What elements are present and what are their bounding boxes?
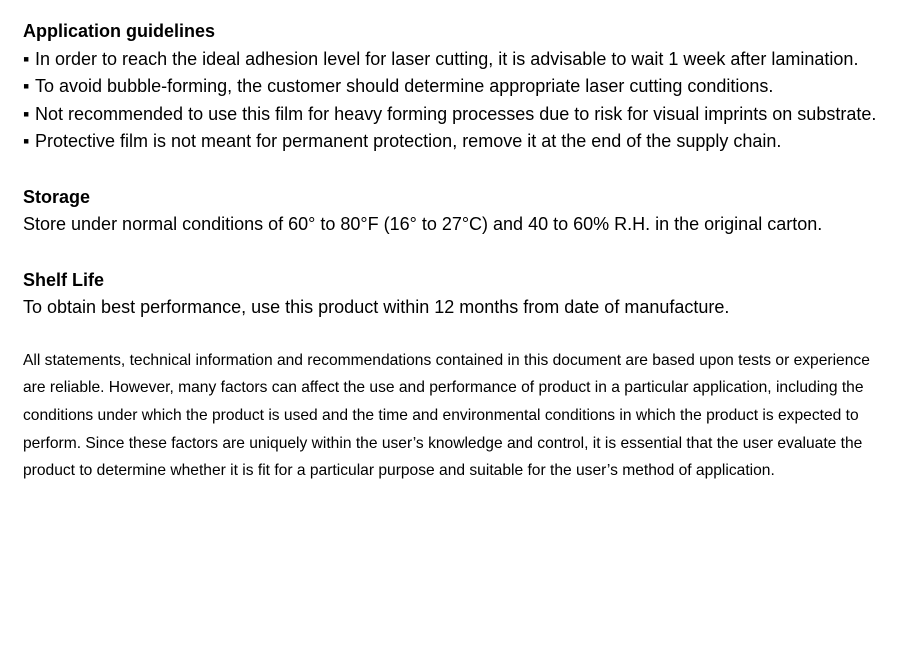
- guideline-item: [23, 73, 890, 101]
- guideline-item: [23, 101, 890, 129]
- guideline-text: Not recommended to use this film for heavy forming processes due to risk for visual imprints on substrate.: [35, 103, 877, 124]
- bullet-icon: ▪: [23, 48, 30, 69]
- application-guidelines-heading: Application guidelines: [23, 21, 216, 41]
- storage-heading: Storage: [23, 186, 91, 207]
- disclaimer-line: are reliable. However, many factors can affect the use and performance of product in a particular application, including the: [23, 379, 864, 397]
- guideline-text: To avoid bubble-forming, the customer should determine appropriate laser cutting conditions.: [35, 76, 774, 96]
- shelf-life-heading: Shelf Life: [23, 269, 105, 290]
- storage-text: Store under normal conditions of 60° to 80°F (16° to 27°C) and 40 to 60% R.H. in the original carton.: [23, 214, 823, 234]
- guideline-text: In order to reach the ideal adhesion level for laser cutting, it is advisable to wait 1 week after lamination.: [35, 48, 859, 69]
- guideline-text: Protective film is not meant for permanent protection, remove it at the end of the supply chain.: [35, 131, 782, 151]
- disclaimer-line: conditions under which the product is used and the time and environmental conditions in which the product is expected to: [23, 406, 859, 424]
- section-spacer: [23, 156, 890, 184]
- bullet-icon: ▪: [23, 76, 30, 96]
- section-spacer: [23, 239, 890, 267]
- shelf-life-text: To obtain best performance, use this product within 12 months from date of manufacture.: [23, 297, 730, 317]
- application-guidelines-list: [23, 46, 890, 156]
- disclaimer-line: All statements, technical information and recommendations contained in this document are based upon tests or experience: [23, 351, 870, 369]
- guideline-item: [23, 46, 890, 74]
- disclaimer-line: product to determine whether it is fit for a particular purpose and suitable for the user’s method of application.: [23, 462, 775, 480]
- bullet-icon: ▪: [23, 103, 30, 124]
- guideline-item: [23, 128, 890, 156]
- disclaimer-line: perform. Since these factors are uniquely within the user’s knowledge and control, it is essential that the user evaluate the: [23, 434, 863, 452]
- disclaimer-paragraph: [23, 347, 879, 486]
- bullet-icon: ▪: [23, 131, 30, 151]
